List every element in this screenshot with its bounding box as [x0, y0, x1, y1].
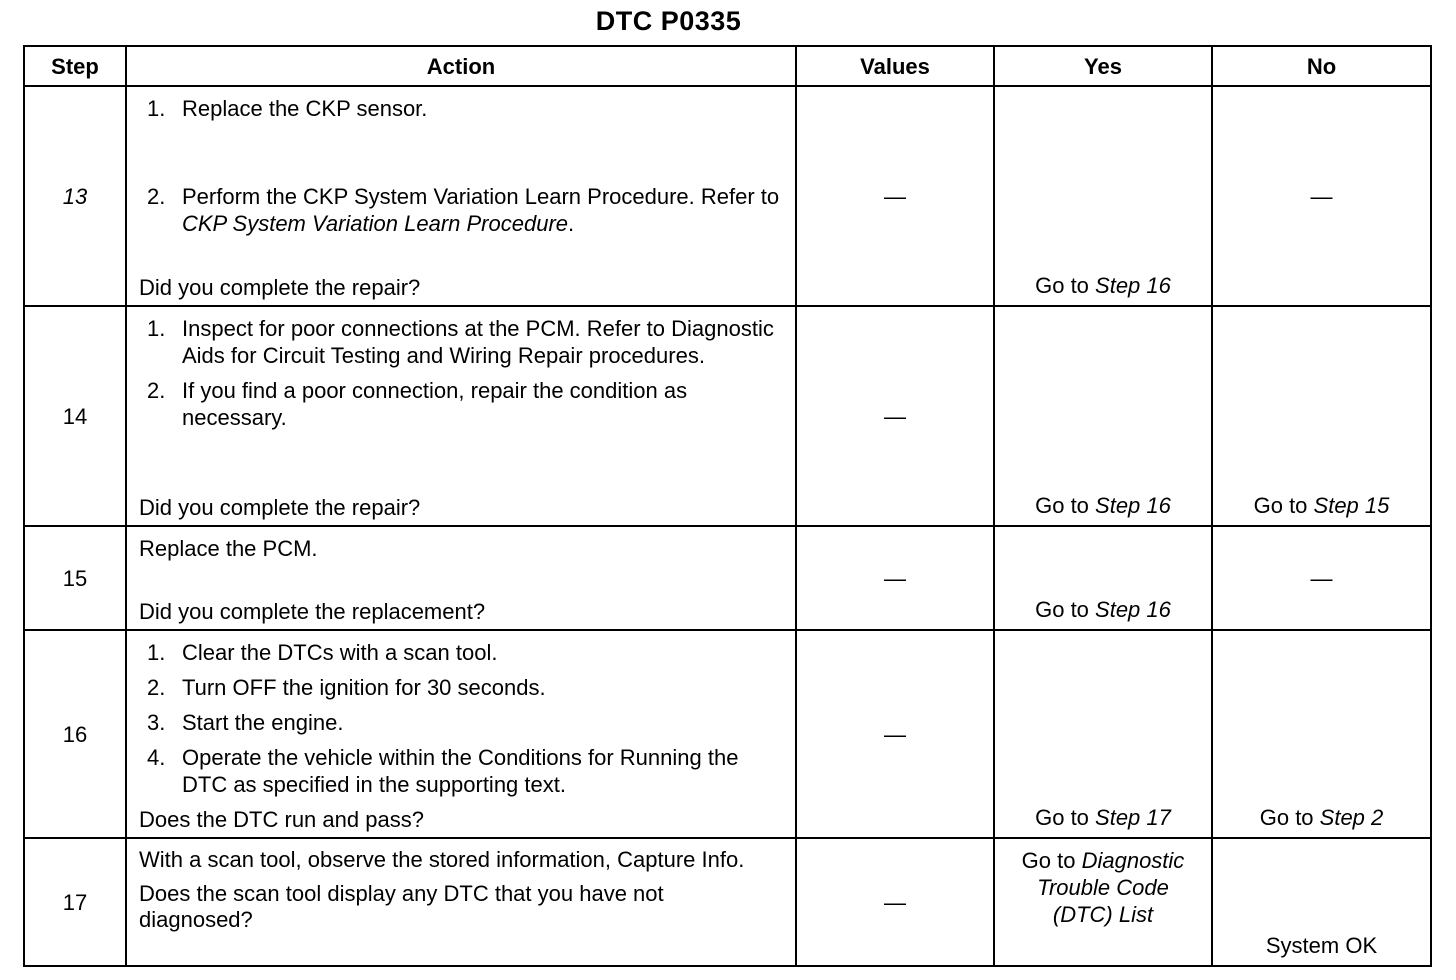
action-cell [126, 86, 796, 306]
header-yes: Yes [994, 46, 1212, 86]
header-values: Values [796, 46, 994, 86]
yes-cell: Go to Step 16 [994, 86, 1212, 306]
values-cell: — [796, 86, 994, 306]
values-cell: — [796, 306, 994, 526]
header-no: No [1212, 46, 1431, 86]
header-row [24, 46, 1431, 86]
values-cell: — [796, 526, 994, 630]
list-item: 2. Turn OFF the ignition for 30 seconds. [147, 675, 546, 700]
step-link[interactable]: Step 16 [1095, 273, 1171, 298]
step-number: 14 [24, 306, 126, 526]
diagnostic-table [23, 45, 1432, 967]
no-cell: — [1212, 526, 1431, 630]
yes-cell [994, 838, 1212, 966]
dtc-list-link-wrap: Go to Diagnostic Trouble Code (DTC) List [1021, 848, 1185, 927]
action-text: With a scan tool, observe the stored information, Capture Info. [139, 847, 745, 872]
step-link[interactable]: Step 2 [1319, 805, 1384, 830]
question-text: Did you complete the repair? [139, 495, 421, 520]
step-link[interactable]: Step 17 [1095, 805, 1171, 830]
question-text: Does the scan tool display any DTC that you have not diagnosed? [139, 881, 664, 932]
step-number: 13 [24, 86, 126, 306]
step-number: 15 [24, 526, 126, 630]
header-step: Step [24, 46, 126, 86]
yes-cell: Go to Step 17 [994, 630, 1212, 838]
no-cell: Go to Step 2 [1212, 630, 1431, 838]
header-action: Action [126, 46, 796, 86]
list-item: 1. Inspect for poor connections at the PCM. Refer to Diagnostic Aids for Circuit Testing and Wiring Repair procedures. [147, 316, 774, 368]
step-link[interactable]: Step 16 [1095, 493, 1171, 518]
table-row [24, 838, 1431, 966]
table-row [24, 306, 1431, 526]
yes-cell: Go to Step 16 [994, 526, 1212, 630]
no-cell: — [1212, 86, 1431, 306]
action-cell [126, 526, 796, 630]
values-cell: — [796, 838, 994, 966]
dtc-list-link[interactable]: Diagnostic Trouble Code (DTC) List [1037, 848, 1185, 927]
table-row [24, 526, 1431, 630]
list-item: 1. Clear the DTCs with a scan tool. [147, 640, 498, 665]
action-cell [126, 630, 796, 838]
question-text: Does the DTC run and pass? [139, 807, 424, 832]
list-item: 3. Start the engine. [147, 710, 344, 735]
step-number: 16 [24, 630, 126, 838]
system-ok-text: System OK [1265, 933, 1378, 958]
action-cell [126, 838, 796, 966]
action-text: Replace the PCM. [139, 536, 318, 561]
question-text: Did you complete the replacement? [139, 599, 486, 624]
step-link[interactable]: Step 16 [1095, 597, 1171, 622]
step-number: 17 [24, 838, 126, 966]
table-row [24, 630, 1431, 838]
yes-cell: Go to Step 16 [994, 306, 1212, 526]
list-item: 2. Perform the CKP System Variation Learn Procedure. Refer to CKP System Variation Learn Procedure. [147, 184, 780, 236]
page-title: DTC P0335 [595, 6, 742, 36]
list-item: 2. If you find a poor connection, repair the condition as necessary. [147, 378, 688, 430]
list-item: 4. Operate the vehicle within the Conditions for Running the DTC as specified in the supporting text. [147, 745, 739, 797]
no-cell: Go to Step 15 [1212, 306, 1431, 526]
no-cell [1212, 838, 1431, 966]
step-link[interactable]: Step 15 [1313, 493, 1390, 518]
values-cell: — [796, 630, 994, 838]
question-text: Did you complete the repair? [139, 275, 421, 300]
table-row [24, 86, 1431, 306]
list-item: 1. Replace the CKP sensor. [147, 96, 428, 121]
action-cell [126, 306, 796, 526]
